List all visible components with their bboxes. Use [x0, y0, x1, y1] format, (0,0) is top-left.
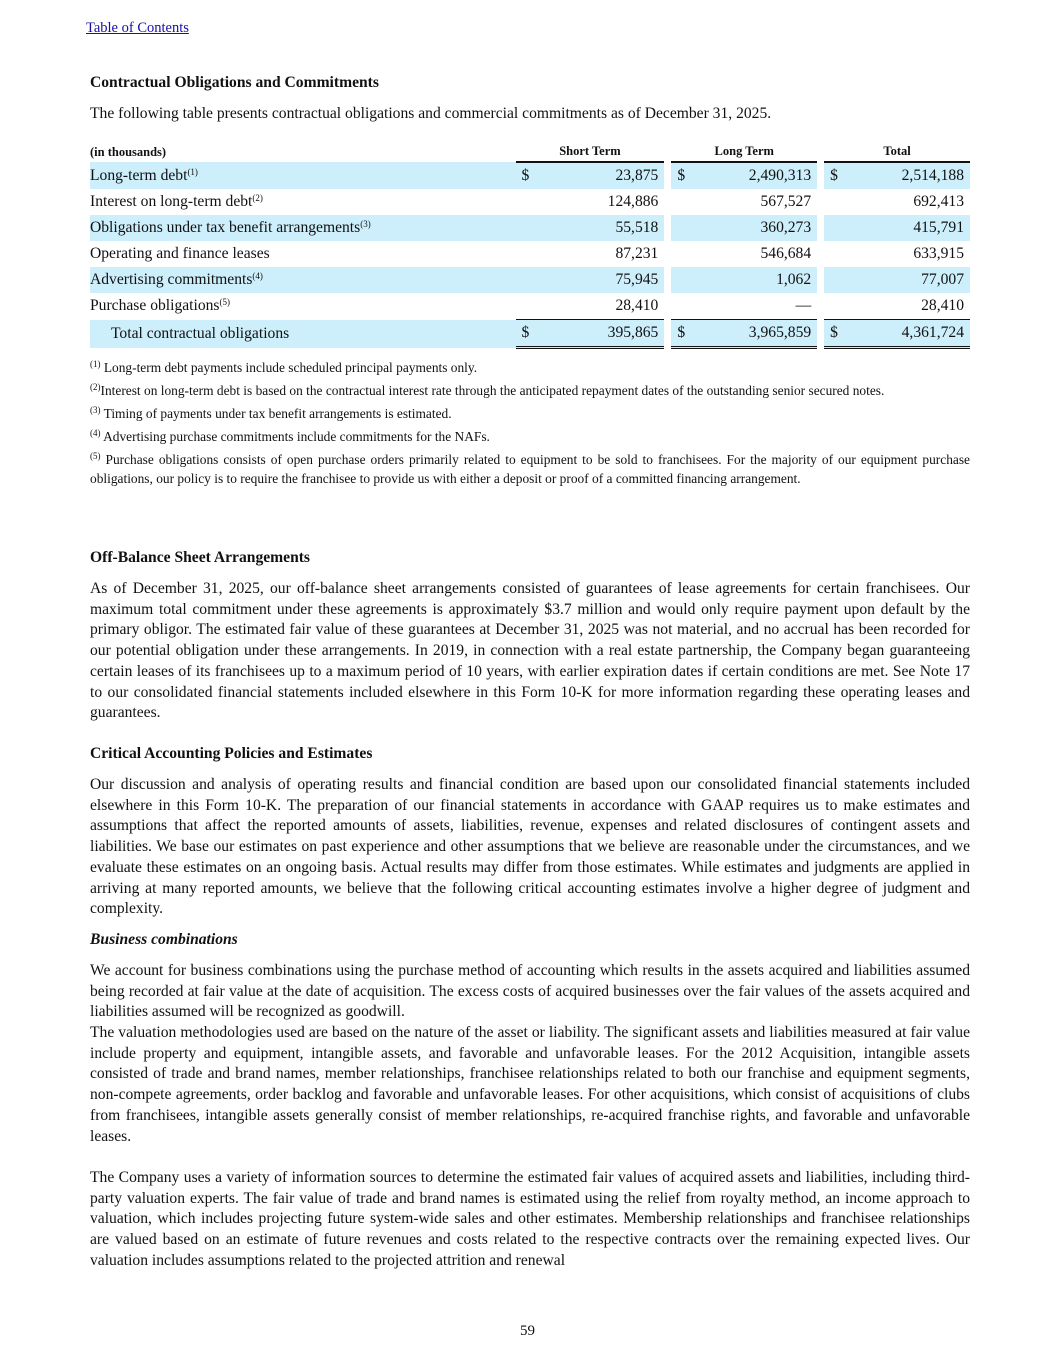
row-label-text: Long-term debt	[90, 166, 188, 184]
footnote-4	[90, 427, 970, 446]
dollar-sign	[671, 293, 691, 320]
row-label-text: Advertising commitments	[90, 271, 253, 288]
dollar-sign: $	[671, 320, 691, 348]
business-combinations-paragraph-1: We account for business combinations using the purchase method of accounting which results in the assets acquired and liabilities assumed being recorded at fair value at the date of acquisition. The excess costs of acquired businesses over the fair values of the assets acquired and liabilities assumed will be recognized as goodwill.	[90, 962, 970, 1021]
value-long: 360,273	[691, 215, 817, 241]
value-short: 28,410	[536, 293, 665, 320]
value-total: 77,007	[844, 267, 970, 293]
table-of-contents-link[interactable]: Table of Contents	[86, 20, 189, 36]
dollar-sign	[671, 267, 691, 293]
footnote-mark: (5)	[90, 451, 101, 461]
dollar-sign: $	[824, 320, 844, 348]
off-balance-sheet-paragraph: As of December 31, 2025, our off-balance sheet arrangements consisted of guarantees of lease agreements for certain franchisees. Our maximum total commitment under these agreements is approximately $3.7 million and would only require payment upon default by the primary obligor. The estimated fair value of these guarantees at December 31, 2025 was not material, and no accrual has been recorded for our potential obligation under these arrangements. In 2019, in connection with a real estate partnership, the Company began guaranteeing certain leases of its franchisees up to a maximum period of 10 years, with earlier expiration dates if certain conditions are met. See Note 17 to our consolidated financial statements included elsewhere in this Form 10-K for more information regarding these operating leases and guarantees.	[90, 580, 970, 722]
value-total: 4,361,724	[844, 320, 970, 348]
dollar-sign	[671, 189, 691, 215]
row-label-text: Total contractual obligations	[111, 324, 290, 342]
footnote-3	[90, 404, 970, 423]
section-intro: The following table presents contractual obligations and commercial commitments as of December 31, 2025.	[90, 105, 772, 122]
row-label	[90, 189, 516, 215]
section-heading-contractual-obligations: Contractual Obligations and Commitments	[90, 74, 379, 91]
footnote-ref: (4)	[252, 271, 263, 281]
col-header-short-term: Short Term	[516, 142, 665, 162]
footnotes	[90, 358, 970, 492]
value-total: 2,514,188	[844, 162, 970, 189]
row-label	[90, 215, 516, 241]
footnote-mark: (3)	[90, 405, 101, 415]
row-label-text: Purchase obligations	[90, 297, 220, 315]
footnote-text: Purchase obligations consists of open purchase orders primarily related to equipment to be sold to franchisees. For the majority of our equipment purchase obligations, our policy is to require the franchisee to provide us with either a deposit or proof of a committed financing arrangement.	[90, 452, 970, 486]
value-short: 23,875	[536, 162, 665, 189]
footnote-5	[90, 450, 970, 488]
footnote-text: Advertising purchase commitments include commitments for the NAFs.	[100, 429, 490, 444]
section-heading-off-balance-sheet: Off-Balance Sheet Arrangements	[90, 549, 311, 566]
critical-accounting-paragraph: Our discussion and analysis of operating results and financial condition are based upon our consolidated financial statements included elsewhere in this Form 10-K. The preparation of our financial statements in accordance with GAAP requires us to make estimates and assumptions that affect the reported amounts of assets, liabilities, revenue, expenses and related disclosures of contingent assets and liabilities. We base our estimates on past experience and other assumptions that we believe are reasonable under the circumstances, and we evaluate these estimates on an ongoing basis. Actual results may differ from those estimates. While estimates and judgments are applied in arriving at many reported amounts, we believe that the following critical accounting estimates involve a higher degree of judgment and complexity.	[90, 776, 970, 918]
footnote-ref: (3)	[360, 219, 371, 229]
value-long: 2,490,313	[691, 162, 817, 189]
value-total: 415,791	[844, 215, 970, 241]
dollar-sign	[516, 215, 536, 241]
value-short: 87,231	[615, 245, 659, 262]
row-label	[90, 241, 516, 267]
row-label-text: Interest on long-term debt	[90, 193, 253, 210]
table-row	[90, 293, 970, 320]
footnote-text: Timing of payments under tax benefit arrangements is estimated.	[100, 406, 452, 421]
value-long: 546,684	[760, 245, 812, 262]
dollar-sign	[671, 241, 691, 267]
footnote-ref: (5)	[219, 297, 230, 308]
value-short: 55,518	[536, 215, 665, 241]
dollar-sign	[516, 241, 536, 267]
row-label	[90, 320, 516, 348]
value-total: 633,915	[913, 245, 964, 262]
value-long: 567,527	[760, 193, 812, 210]
value-short: 395,865	[536, 320, 665, 348]
dollar-sign: $	[671, 162, 691, 189]
col-header-total: Total	[824, 142, 970, 162]
table-row	[90, 267, 970, 293]
row-label	[90, 162, 516, 189]
row-label-text: Operating and finance leases	[90, 245, 270, 262]
value-short: 124,886	[607, 193, 659, 210]
table-total-row	[90, 320, 970, 348]
business-combinations-paragraph-3: The Company uses a variety of information sources to determine the estimated fair values of acquired assets and liabilities, including third-party valuation experts. The fair value of trade and brand names is estimated using the relief from royalty method, an income approach to valuation, which includes projecting future system-wide sales and other estimates. Membership relationships and franchisee relationships are valued based on an estimate of future revenues and costs related to the respective contracts over the remaining expected lives. Our valuation includes assumptions related to the projected attrition and renewal	[90, 1169, 970, 1269]
dollar-sign: $	[824, 162, 844, 189]
dollar-sign	[824, 189, 844, 215]
dollar-sign	[516, 267, 536, 293]
row-label	[90, 267, 516, 293]
section-heading-critical-accounting: Critical Accounting Policies and Estimates	[90, 745, 373, 762]
value-long: 3,965,859	[691, 320, 817, 348]
dollar-sign	[824, 293, 844, 320]
table-row	[90, 189, 970, 215]
footnote-text: Interest on long-term debt is based on the contractual interest rate through the anticipated repayment dates of the outstanding senior secured notes.	[100, 383, 885, 398]
business-combinations-paragraph-2: The valuation methodologies used are based on the nature of the asset or liability. The significant assets and liabilities measured at fair value include property and equipment, intangible assets, and favorable and unfavorable leases. For the 2012 Acquisition, intangible assets consisted of trade and brand names, member relationships, franchisee relationships related to both our franchise and equipment segments, non-compete agreements, order backlog and favorable and unfavorable leases. For other acquisitions, which consist of acquisitions of clubs from franchisees, intangible assets generally consist of member relationships, re-acquired franchise rights, and favorable and unfavorable leases.	[90, 1024, 970, 1145]
col-header-long-term: Long Term	[671, 142, 817, 162]
row-label-text: Obligations under tax benefit arrangements	[90, 219, 361, 236]
footnote-ref: (1)	[187, 166, 198, 177]
dollar-sign	[516, 293, 536, 320]
footnote-mark: (1)	[90, 359, 101, 369]
footnote-ref: (2)	[252, 193, 263, 203]
dollar-sign: $	[516, 162, 536, 189]
table-row	[90, 215, 970, 241]
row-label	[90, 293, 516, 320]
footnote-2	[90, 381, 970, 400]
dollar-sign	[824, 215, 844, 241]
subheading-business-combinations: Business combinations	[90, 931, 238, 948]
table-row	[90, 241, 970, 267]
table-row	[90, 162, 970, 189]
contractual-obligations-table	[90, 142, 970, 349]
footnote-1	[90, 358, 970, 377]
value-total: 28,410	[844, 293, 970, 320]
footnote-mark: (4)	[90, 428, 101, 438]
dollar-sign	[516, 189, 536, 215]
page-number: 59	[520, 1323, 535, 1339]
dollar-sign	[671, 215, 691, 241]
value-long: 1,062	[691, 267, 817, 293]
dollar-sign: $	[516, 320, 536, 348]
value-short: 75,945	[536, 267, 665, 293]
dollar-sign	[824, 267, 844, 293]
value-long: —	[691, 293, 817, 320]
col-header-label: (in thousands)	[90, 145, 167, 159]
dollar-sign	[824, 241, 844, 267]
value-total: 692,413	[913, 193, 964, 210]
footnote-mark: (2)	[90, 382, 101, 392]
footnote-text: Long-term debt payments include scheduled principal payments only.	[100, 360, 478, 375]
